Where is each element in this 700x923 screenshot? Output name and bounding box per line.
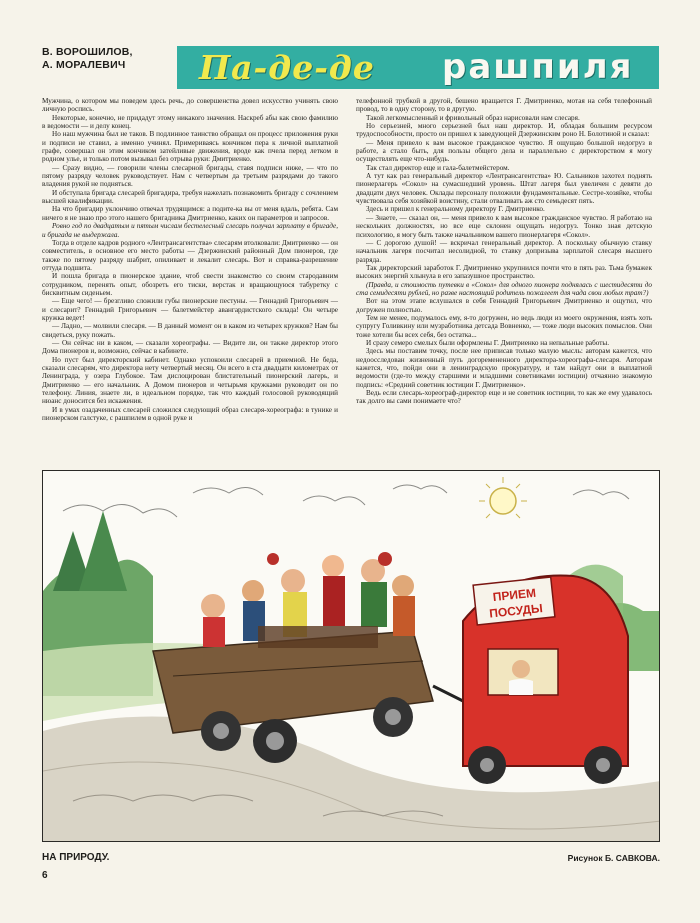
author-1: В. ВОРОШИЛОВ, bbox=[42, 46, 133, 58]
title-banner bbox=[177, 46, 659, 89]
paragraph: — Меня привело к вам высокое гражданское чувство. Я ощущаю большой недогруз в работе, а стало быть, для пользы общего дела и параллельно с директорством я могу осуществлять еще что-нибудь. bbox=[356, 138, 652, 164]
paragraph: А тут как раз генеральный директор «Лентрансагентства» Ю. Сальников захотел поднять пионерлагерь «Сокол» на сумасшедший уровень. Штат лагеря был увеличен с девяти до двадцати двух человек. Оклады персоналу положили фундаментальные. Сестре-хозяйке, чтобы чувствовала себя хозяйкой воистину, стали отваливать аж сто семьдесят пять. bbox=[356, 172, 652, 206]
paragraph: Здесь и пришел к генеральному директору Г. Дмитриенко. bbox=[366, 205, 545, 214]
paragraph: Но наш мужчина был не таков. В подлинное таинство обращал он процесс приложения руки и подписи не ставил, а именно учинял. Примериваясь кончиком пера к личной выплатной графе, совершал он этим кончиком затейливые движения, вроде как пчела перед летком в родном улье, и только потом вызывал без отрыва руки: Дмитриенко. bbox=[42, 130, 338, 164]
paragraph: Здесь мы поставим точку, после нее приписав только малую мысль: авторам кажется, что недоосследован жизненный путь догоремененного директора-хореографа-слесаря. Авторам кажется, что, пойди они в ленинградскую прокуратуру, и там найдут они в выплатной ведомости (где-то между старшими и младшими советниками юстиции) отчаянно знакомую подпись: «Средний советник юстиции Г. Дмитриенко». bbox=[356, 347, 652, 389]
paragraph: И сразу семеро смелых были оформлены Г. Дмитриенко на непыльные работы. bbox=[366, 338, 610, 347]
article-column-right bbox=[356, 97, 652, 463]
paragraph: Так директорский заработок Г. Дмитриенко укрупнился почти что в пять раз. Тьма бумажек высоких энергий хлынула в его запазушное пространство. bbox=[356, 263, 652, 281]
article-column-left bbox=[42, 97, 338, 463]
paragraph: — Сразу видно, — говорили члены слесарной бригады, ставя подписи ниже, — что по пятому разряду человек руководствует. Нам с четвертым да третьим разрядами до такого владения рукой не подняться. bbox=[42, 163, 338, 189]
paragraph: Но серьезней, много серьезней был наш директор. И, обладая большим ресурсом трудоспособности, просто он пришел к заведующей Дзержинским роно Н. Болотиной и сказал: bbox=[356, 122, 652, 139]
paragraph: Мужчина, о котором мы поведем здесь речь, до совершенства довел искусство учинять свою личную роспись. bbox=[42, 97, 338, 114]
paragraph: телефонной трубкой в другой, бешено вращается Г. Дмитриенко, мотая на себя телефонный провод, то в одну сторону, то в другую. bbox=[356, 97, 652, 114]
section-label: НА ПРИРОДУ. bbox=[42, 852, 110, 863]
paragraph: — Еще чего! — брезгливо сложили губы пионерские пестуны. — Геннадий Григорьевич — и слесарит? Геннадий Григорьевич — балетмейстер авангардистского склада! Он четыре кружка ведет! bbox=[42, 297, 338, 322]
paragraph: Тем не менее, подумалось ему, я-то догружен, но ведь люди из моего окружения, взять хоть супругу Голивкину или музработника детсада Вовненко, — тоже люди высоких помыслов. Они тоже хотели бы всех себя, без остатка... bbox=[356, 313, 652, 339]
paragraph: (Правда, и стоимость путевки в «Сокол» для одного пионера поднялась с шестидесяти до ста семидесяти рублей, но разве настоящий родитель пожалеет для чада свои любых трат?) bbox=[356, 280, 652, 297]
illustration-credit: Рисунок Б. САВКОВА. bbox=[567, 853, 660, 863]
paragraph: — С дорогою душой! — вскричал генеральный директор. А поскольку обычную ставку начальник лагеря посчитал несолидной, то ставку допризыва зарплатой слесаря высшего разряда. bbox=[356, 238, 652, 264]
red-van bbox=[463, 576, 628, 784]
authors-byline bbox=[42, 46, 133, 72]
paragraph: Ровно год по двадцатым и пятым числам бестелесный слесарь получал зарплату в бригаде, и бригада не выдержала. bbox=[42, 222, 338, 239]
title-part-2: рашпиля bbox=[442, 47, 634, 87]
paragraph: Так стал директор еще и гала-балетмейстером. bbox=[366, 163, 510, 172]
sun-icon bbox=[479, 477, 527, 518]
paragraph: — Знаете, — сказал он, — меня привело к вам высокое гражданское чувство. Я работаю на нескольких должностях, но все еще склонен ощущать недогруз. Тонко зная детскую психологию, я могу быть также начальником вашего пионерлагеря «Сокол». bbox=[356, 213, 652, 239]
title-part-1: Па-де-де bbox=[199, 48, 375, 87]
page-number: 6 bbox=[42, 870, 48, 881]
paragraph: Тогда в отделе кадров родного «Лентрансагентства» слесарям втолковали: Дмитриенко — он совместитель, в основное его место работы — Дзержинский районный Дом пионеров, где также по пятому разряду шабрит, опиливает и лекалит слесарь. Вот и справка-разрешение оттуда подшита. bbox=[42, 238, 338, 272]
van-sign-line1: ПРИЕМ bbox=[492, 585, 537, 605]
paragraph: И обступала бригада слесарей бригадира, требуя нажелать познакомить бригаду с сочлением высшей квалификации. bbox=[42, 188, 338, 206]
author-2: А. МОРАЛЕВИЧ bbox=[42, 59, 126, 71]
paragraph: Вот на этом этапе вслушался в себя Геннадий Григорьевич Дмитриенко и ощутил, что догружен полностью. bbox=[356, 297, 652, 314]
paragraph: — Он сейчас ни в каком, — сказали хореографы. — Видите ли, он также директор этого Дома пионеров и, возможно, сейчас в кабинете. bbox=[42, 338, 338, 356]
paragraph: Ведь если слесарь-хореограф-директор еще и не советник юстиции, то как же ему удавалось так долго вы сами понимаете что? bbox=[356, 389, 652, 406]
paragraph: Но пуст был директорский кабинет. Однако успокоили слесарей в приемной. Не беда, сказали слесарям, что директора нету четвертый месяц. Он всего в ста двадцати километрах от Ленинграда, у озера Глубокое. Там дислоцирован блистательный пионерский лагерь, и Дмитриенко — его начальник. А Домом пионеров и четырьмя кружками руководит он по телефону. Линия, знаете ли, в идеальном порядке, так что каждый голосовой руководящий нюанс доносится без искажения. bbox=[42, 355, 338, 406]
clouds bbox=[63, 485, 629, 517]
paragraph: На что бригадир уклончиво отвечал трудящимся: а подите-ка вы от меня вдаль, ребята. Сам ничего я не знаю про этого нашего бригадника Дмитриенко, каких он параметров и запросов. bbox=[42, 205, 338, 222]
paragraph: Некоторые, конечно, не придадут этому никакого значения. Наскреб абы как свою фамилию в ведомости — и делу конец. bbox=[42, 113, 338, 131]
paragraph: Такой легкомысленный и фривольный образ нарисовали нам слесаря. bbox=[366, 113, 580, 122]
cartoon-svg bbox=[43, 471, 660, 842]
paragraph: И пошла бригада в пионерское здание, чтоб свести знакомство со своим стародавним сотрудником, перенять опыт, обозреть его тиски, верстак и вращающуюся табуретку с бисквитным сиденьем. bbox=[42, 272, 338, 297]
paragraph: И в умах озадаченных слесарей сложился следующий образ слесаря-хореографа: в тунике и пионерском галстуке, с рашпилем в одной руке и bbox=[42, 405, 338, 423]
van-sign-line2: ПОСУДЫ bbox=[488, 601, 544, 621]
paragraph: — Ладно, — молвили слесаря. — В данный момент он в каком из четырех кружков? Нам бы свидеться, руку пожать. bbox=[42, 322, 338, 339]
cartoon-illustration bbox=[42, 470, 660, 842]
